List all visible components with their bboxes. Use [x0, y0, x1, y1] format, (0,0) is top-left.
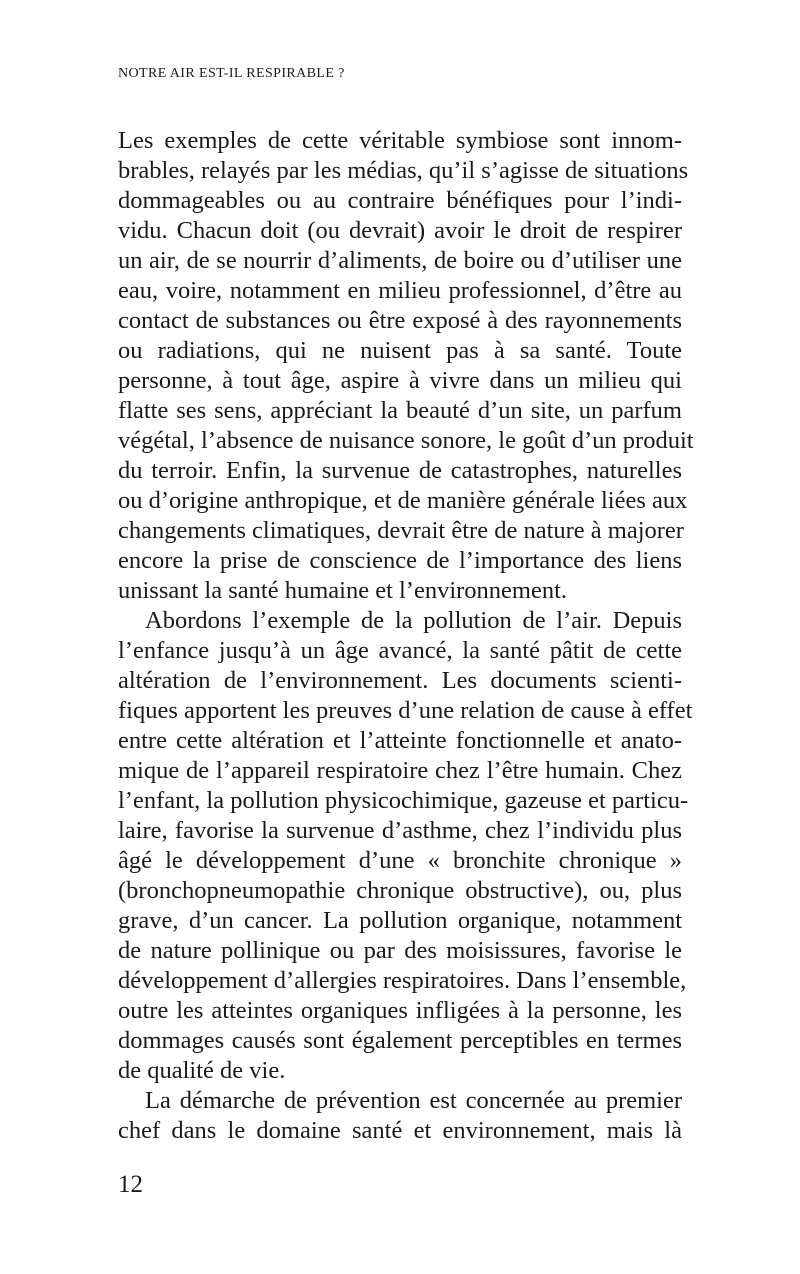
text-line: Abordons l’exemple de la pollution de l’air. Depuis	[145, 607, 682, 634]
text-line: ou radiations, qui ne nuisent pas à sa santé. Toute	[118, 337, 682, 364]
text-line: de qualité de vie.	[118, 1057, 286, 1084]
text-line: vidu. Chacun doit (ou devrait) avoir le droit de respirer	[118, 217, 682, 244]
text-line: contact de substances ou être exposé à des rayonnements	[118, 307, 682, 334]
text-line: laire, favorise la survenue d’asthme, chez l’individu plus	[118, 817, 682, 844]
text-line: personne, à tout âge, aspire à vivre dans un milieu qui	[118, 367, 682, 394]
text-line: altération de l’environnement. Les documents scienti-	[118, 667, 682, 694]
text-line: changements climatiques, devrait être de nature à majorer	[118, 517, 684, 544]
text-line: mique de l’appareil respiratoire chez l’être humain. Chez	[118, 757, 682, 784]
text-line: brables, relayés par les médias, qu’il s’agisse de situations	[118, 157, 689, 184]
text-line: dommages causés sont également perceptibles en termes	[118, 1027, 682, 1054]
text-line: eau, voire, notamment en milieu professionnel, d’être au	[118, 277, 682, 304]
text-line: Les exemples de cette véritable symbiose sont innom-	[118, 127, 682, 154]
text-line: âgé le développement d’une « bronchite chronique »	[118, 847, 682, 874]
page-number: 12	[118, 1171, 143, 1198]
text-line: (bronchopneumopathie chronique obstructive), ou, plus	[118, 877, 682, 904]
text-line: l’enfant, la pollution physicochimique, gazeuse et particu-	[118, 787, 689, 814]
text-line: ou d’origine anthropique, et de manière générale liées aux	[118, 487, 688, 514]
text-line: fiques apportent les preuves d’une relation de cause à effet	[118, 697, 693, 724]
text-line: un air, de se nourrir d’aliments, de boire ou d’utiliser une	[118, 247, 682, 274]
text-line: La démarche de prévention est concernée au premier	[145, 1087, 682, 1114]
text-line: outre les atteintes organiques infligées à la personne, les	[118, 997, 682, 1024]
text-line: du terroir. Enfin, la survenue de catastrophes, naturelles	[118, 457, 682, 484]
text-line: l’enfance jusqu’à un âge avancé, la santé pâtit de cette	[118, 637, 682, 664]
text-line: encore la prise de conscience de l’importance des liens	[118, 547, 682, 574]
text-line: grave, d’un cancer. La pollution organique, notamment	[118, 907, 682, 934]
text-line: chef dans le domaine santé et environnement, mais là	[118, 1117, 682, 1144]
text-line: entre cette altération et l’atteinte fonctionnelle et anato-	[118, 727, 682, 754]
text-line: unissant la santé humaine et l’environnement.	[118, 577, 568, 604]
text-line: végétal, l’absence de nuisance sonore, le goût d’un produit	[118, 427, 694, 454]
running-head: NOTRE AIR EST-IL RESPIRABLE ?	[118, 66, 345, 81]
text-line: de nature pollinique ou par des moisissures, favorise le	[118, 937, 682, 964]
text-line: dommageables ou au contraire bénéfiques pour l’indi-	[118, 187, 682, 214]
text-line: flatte ses sens, appréciant la beauté d’un site, un parfum	[118, 397, 682, 424]
text-line: développement d’allergies respiratoires. Dans l’ensemble,	[118, 967, 687, 994]
